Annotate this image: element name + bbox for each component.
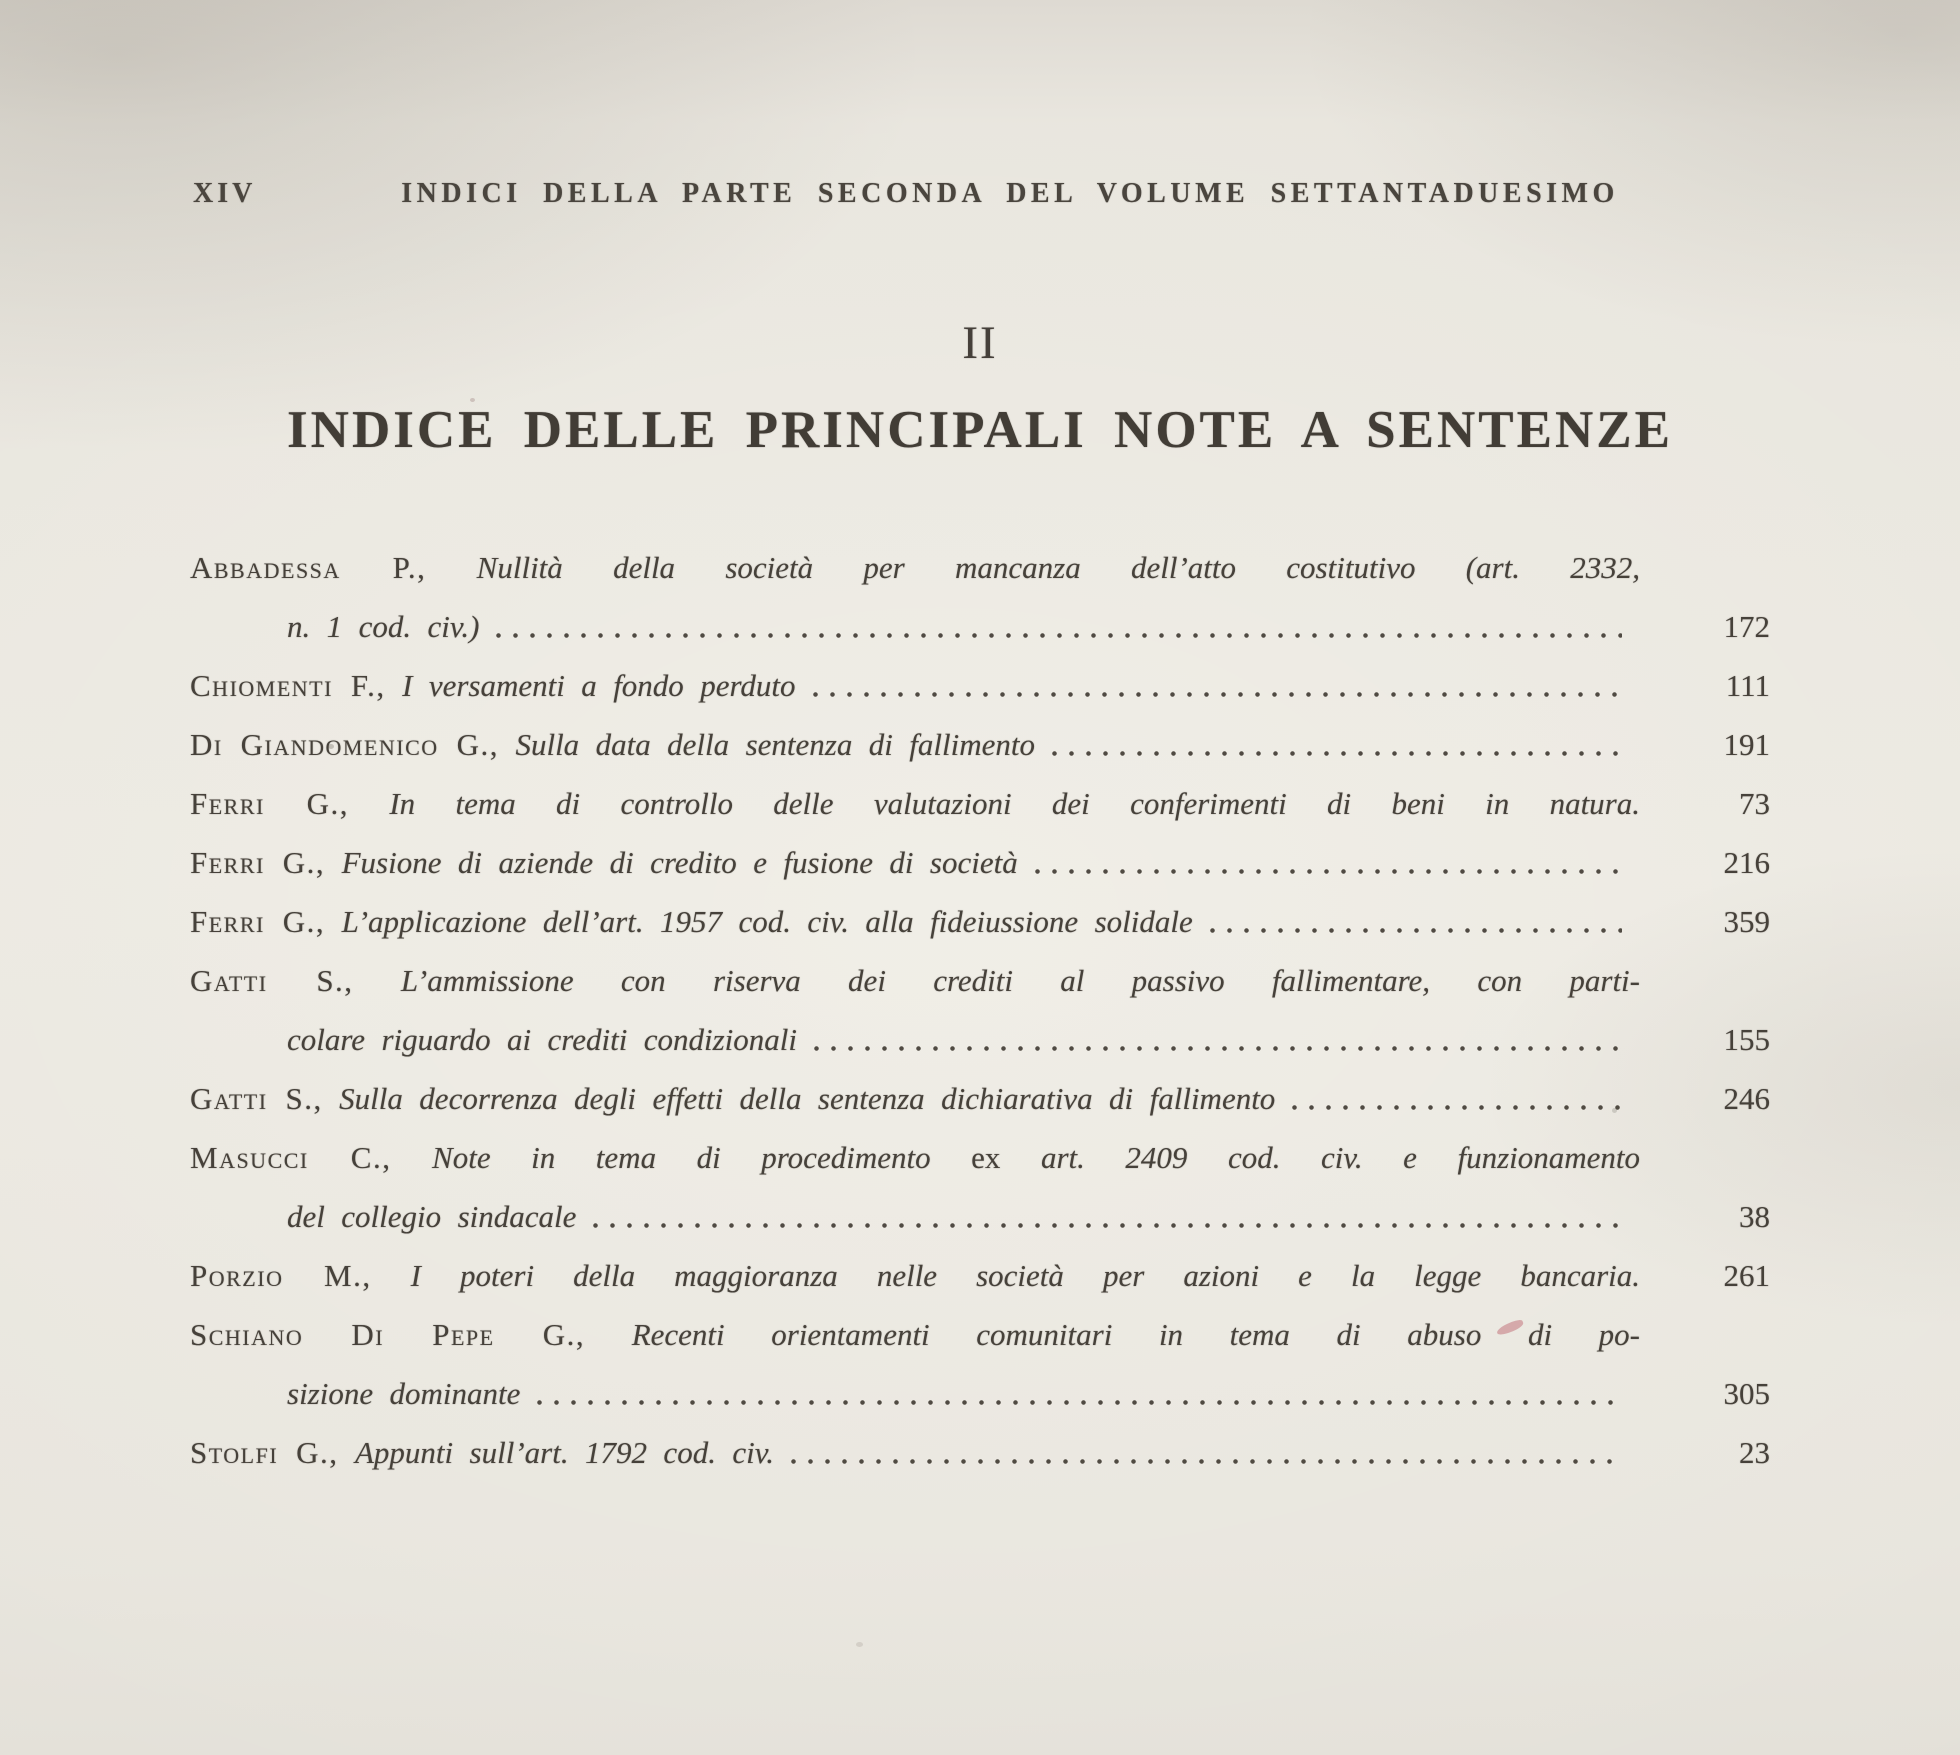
title-text: L’applicazione dell’art. 1957 cod. civ. alla fideiussione solidale xyxy=(341,904,1193,939)
entry-title xyxy=(190,1128,1640,1187)
entry-author: Ferri G., xyxy=(190,845,326,880)
index-entry xyxy=(190,892,1770,951)
entry-title xyxy=(190,656,796,715)
entry-title xyxy=(190,1423,774,1482)
title-text: Appunti sull’art. 1792 cod. civ. xyxy=(354,1435,774,1470)
entry-line xyxy=(190,1364,1770,1423)
index-entry xyxy=(190,538,1770,656)
entry-title xyxy=(287,597,479,656)
entry-title xyxy=(287,1187,576,1246)
entry-line xyxy=(190,892,1770,951)
dot-leader xyxy=(1047,715,1630,774)
index-entry xyxy=(190,1128,1770,1246)
entry-author: Ferri G., xyxy=(190,786,350,821)
entry-line xyxy=(190,1128,1770,1187)
title-text: Recenti orientamenti comunitari in tema di abuso di po- xyxy=(631,1317,1640,1352)
entry-title xyxy=(190,715,1035,774)
title-text: del collegio sindacale xyxy=(287,1199,577,1234)
page-number: 38 xyxy=(1739,1199,1770,1234)
entry-line xyxy=(190,1069,1770,1128)
entry-line xyxy=(190,774,1770,833)
page-number: 359 xyxy=(1723,904,1770,939)
entry-line xyxy=(190,597,1770,656)
entries-list xyxy=(190,538,1770,1482)
dot-leader xyxy=(532,1364,1630,1423)
paper-speck xyxy=(1612,1108,1617,1113)
page-number: 246 xyxy=(1723,1081,1770,1116)
page-number: 261 xyxy=(1723,1258,1770,1293)
index-entry xyxy=(190,656,1770,715)
index-entry xyxy=(190,951,1770,1069)
entry-author: Di Giandomenico G., xyxy=(190,727,500,762)
title-text: In tema di controllo delle valutazioni dei conferimenti di beni in natura. xyxy=(389,786,1640,821)
title-text: Sulla decorrenza degli effetti della sentenza dichiarativa di fallimento xyxy=(339,1081,1276,1116)
page-number: 23 xyxy=(1739,1435,1770,1470)
entry-title xyxy=(287,1010,797,1069)
dot-leader xyxy=(809,1010,1630,1069)
title-text: I versamenti a fondo perduto xyxy=(402,668,796,703)
entry-line xyxy=(190,1010,1770,1069)
entry-title xyxy=(190,774,1640,833)
title-text: n. 1 cod. civ.) xyxy=(287,609,480,644)
page-number: 111 xyxy=(1725,668,1770,703)
entry-author: Chiomenti F., xyxy=(190,668,386,703)
entry-title xyxy=(190,1069,1275,1128)
page-number: 172 xyxy=(1723,609,1770,644)
index-entry xyxy=(190,833,1770,892)
entry-title xyxy=(190,1305,1640,1364)
roman-word: ex xyxy=(971,1140,1001,1175)
index-entry xyxy=(190,774,1770,833)
dot-leader xyxy=(808,656,1630,715)
title-text: Nullità della società per mancanza dell’atto costitutivo (art. 2332, xyxy=(476,550,1640,585)
page-title: INDICE DELLE PRINCIPALI NOTE A SENTENZE xyxy=(287,401,1673,459)
running-header xyxy=(0,178,1960,210)
title-text: Sulla data della sentenza di fallimento xyxy=(515,727,1036,762)
index-entry xyxy=(190,1069,1770,1128)
dot-leader xyxy=(1030,833,1630,892)
title-text: Note in tema di procedimento xyxy=(432,1140,972,1175)
entry-title xyxy=(190,538,1640,597)
entry-author: Masucci C., xyxy=(190,1140,392,1175)
index-entry xyxy=(190,1246,1770,1305)
title-text: L’ammissione con riserva dei crediti al passivo fallimentare, con parti- xyxy=(400,963,1640,998)
entry-line xyxy=(190,538,1770,597)
entry-author: Schiano Di Pepe G., xyxy=(190,1317,586,1352)
dot-leader xyxy=(491,597,1630,656)
title-text: colare riguardo ai crediti condizionali xyxy=(287,1022,798,1057)
index-entry xyxy=(190,715,1770,774)
entry-author: Stolfi G., xyxy=(190,1435,339,1470)
dot-leader xyxy=(1205,892,1630,951)
page-number: 73 xyxy=(1739,786,1770,821)
title-text: I poteri della maggioranza nelle società per azioni e la legge bancaria. xyxy=(410,1258,1641,1293)
paper-speck xyxy=(470,398,475,402)
title-text: Fusione di aziende di credito e fusione di società xyxy=(341,845,1018,880)
page-number: 155 xyxy=(1723,1022,1770,1057)
entry-line xyxy=(190,833,1770,892)
paper-speck xyxy=(328,744,334,749)
entry-author: Abbadessa P., xyxy=(190,550,427,585)
page-number: 191 xyxy=(1723,727,1770,762)
entry-author: Gatti S., xyxy=(190,1081,323,1116)
entry-line xyxy=(190,656,1770,715)
dot-leader xyxy=(1287,1069,1630,1128)
dot-leader xyxy=(786,1423,1630,1482)
entry-title xyxy=(190,833,1018,892)
paper-speck xyxy=(856,1642,863,1647)
entry-author: Gatti S., xyxy=(190,963,354,998)
entry-author: Porzio M., xyxy=(190,1258,372,1293)
entry-line xyxy=(190,1423,1770,1482)
entry-title xyxy=(190,892,1193,951)
entry-line xyxy=(190,715,1770,774)
entry-line xyxy=(190,951,1770,1010)
index-entry xyxy=(190,1305,1770,1423)
folio-number: XIV xyxy=(193,178,257,209)
entry-title xyxy=(287,1364,520,1423)
running-header-title: INDICI DELLA PARTE SECONDA DEL VOLUME SETTANTADUESIMO xyxy=(401,178,1619,209)
entry-line xyxy=(190,1187,1770,1246)
entry-line xyxy=(190,1305,1770,1364)
dot-leader xyxy=(588,1187,1630,1246)
entry-title xyxy=(190,1246,1640,1305)
title-text: art. 2409 cod. civ. e funzionamento xyxy=(1000,1140,1641,1175)
entry-author: Ferri G., xyxy=(190,904,326,939)
index-entry xyxy=(190,1423,1770,1482)
page-number: 305 xyxy=(1723,1376,1770,1411)
section-number: II xyxy=(962,317,998,369)
title-text: sizione dominante xyxy=(287,1376,521,1411)
entry-title xyxy=(190,951,1640,1010)
entry-line xyxy=(190,1246,1770,1305)
page-number: 216 xyxy=(1723,845,1770,880)
